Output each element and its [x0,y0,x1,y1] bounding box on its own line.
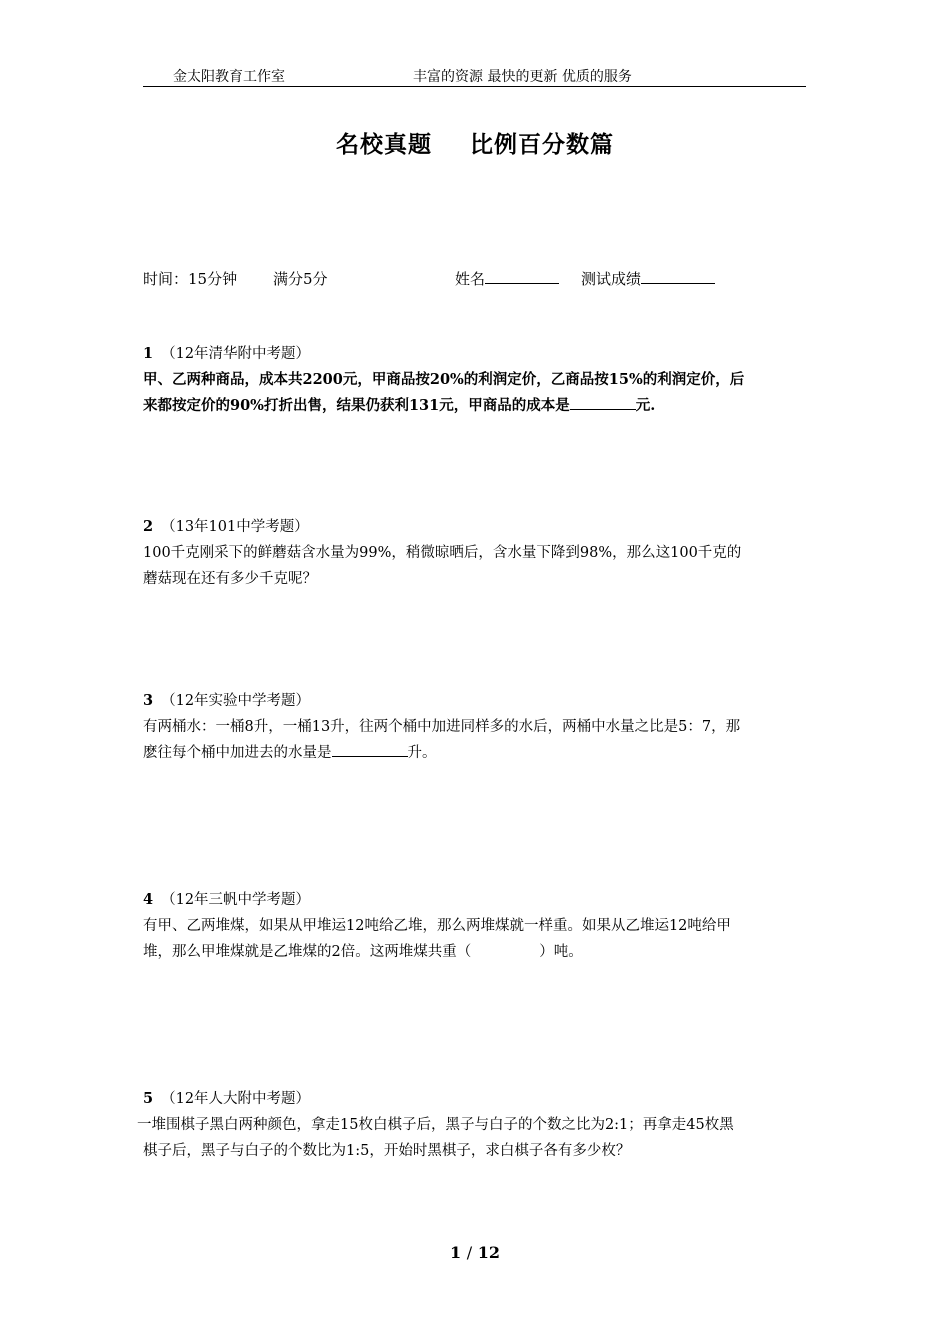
question-source: （12年清华附中考题） [161,346,311,362]
question-line-end: 升。 [407,745,437,761]
exam-time: 时间：15分钟 [143,270,238,288]
question-number: 5 [143,1090,154,1107]
title-part2: 比例百分数篇 [470,132,614,158]
name-label: 姓名 [455,270,486,288]
question-4 [143,887,813,965]
question-source: （12年实验中学考题） [161,693,311,709]
question-number: 1 [143,345,154,362]
question-5 [137,1086,827,1164]
question-line-end: 元. [635,397,656,414]
score-field [581,268,715,289]
answer-blank [570,394,636,410]
question-source: （12年三帆中学考题） [161,892,311,908]
question-line: 有甲、乙两堆煤，如果从甲堆运12吨给乙堆，那么两堆煤就一样重。如果从乙堆运12吨给甲 [143,918,731,934]
header-right-text: 丰富的资源 最快的更新 优质的服务 [413,69,632,85]
question-line: 100千克刚采下的鲜蘑菇含水量为99%，稍微晾晒后，含水量下降到98%，那么这100千克的 [143,545,742,561]
exam-full-score: 满分5分 [273,270,328,288]
page-separator: / [466,1243,473,1262]
question-number: 3 [143,692,154,709]
answer-blank [332,741,408,757]
page-total: 12 [477,1243,500,1262]
question-source: （13年101中学考题） [161,519,309,535]
question-1 [143,341,813,419]
question-line: 麽往每个桶中加进去的水量是 [143,745,332,761]
question-source: （12年人大附中考题） [161,1091,311,1107]
page-title [0,126,950,159]
question-line: 堆，那么甲堆煤就是乙堆煤的2倍。这两堆煤共重（ [143,944,472,960]
question-number: 2 [143,518,154,535]
score-label: 测试成绩 [581,270,642,288]
question-line: 甲、乙两种商品，成本共2200元，甲商品按20%的利润定价，乙商品按15%的利润定价，后 [143,371,745,388]
title-part1: 名校真题 [336,132,432,158]
name-field [455,268,559,289]
question-3 [143,688,813,766]
question-line: 来都按定价的90%打折出售，结果仍获利131元，甲商品的成本是 [143,397,570,414]
page-footer [0,1243,950,1262]
page-number: 1 [450,1243,462,1262]
question-line: 一堆围棋子黑白两种颜色，拿走15枚白棋子后，黑子与白子的个数之比为2:1；再拿走45枚黑 [137,1117,734,1133]
question-line: 棋子后，黑子与白子的个数比为1:5，开始时黑棋子，求白棋子各有多少枚？ [143,1143,631,1159]
page-header [143,66,806,87]
question-number: 4 [143,891,154,908]
name-blank [485,269,559,284]
question-line: 蘑菇现在还有多少千克呢？ [143,571,317,587]
question-2 [143,514,813,592]
question-line: 有两桶水：一桶8升，一桶13升，往两个桶中加进同样多的水后，两桶中水量之比是5：7，那 [143,719,741,735]
question-line-end: ）吨。 [539,944,583,960]
header-left-text: 金太阳教育工作室 [173,69,285,85]
score-blank [641,269,715,284]
